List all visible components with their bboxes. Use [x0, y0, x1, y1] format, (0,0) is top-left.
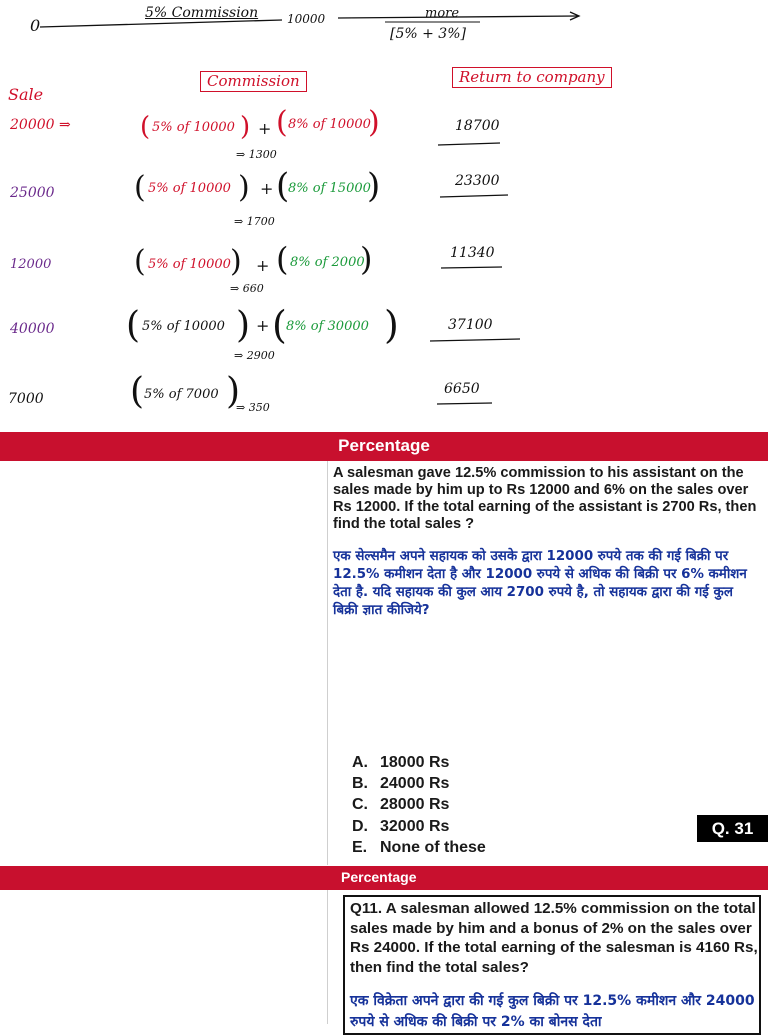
commission-first-part: 5% of 10000 — [148, 257, 231, 272]
handwritten-notes — [0, 0, 768, 432]
open-paren: ( — [134, 244, 146, 279]
option-c[interactable] — [352, 794, 486, 815]
return-column-header: Return to company — [452, 67, 612, 88]
more-rate: [5% + 3%] — [390, 26, 466, 42]
close-paren: ) — [236, 305, 251, 346]
close-paren: ) — [230, 244, 242, 279]
commission-result: ⇒ 350 — [236, 401, 270, 414]
sale-value: 40000 — [10, 321, 55, 337]
open-paren: ( — [276, 240, 289, 278]
close-paren: ) — [238, 170, 250, 205]
commission-column-header: Commission — [200, 71, 307, 92]
option-a[interactable] — [352, 752, 486, 773]
return-value: 6650 — [444, 381, 480, 397]
option-b[interactable] — [352, 773, 486, 794]
commission-result: ⇒ 1300 — [236, 148, 277, 161]
commission-second-part: 8% of 30000 — [286, 319, 369, 334]
commission-result: ⇒ 660 — [230, 282, 264, 295]
option-text: 18000 Rs — [380, 754, 450, 771]
slide-title: Percentage — [338, 436, 430, 455]
question-english: A salesman gave 12.5% commission to his assistant on the sales made by him up to Rs 12000 and 6% on the sales over Rs 12000. If the total earning of the assistant is 2700 Rs, then find the total sales ? — [333, 465, 757, 532]
line-start: 0 — [30, 16, 41, 35]
option-letter: E. — [352, 838, 368, 856]
option-text: 28000 Rs — [380, 796, 450, 814]
option-letter: A. — [352, 754, 368, 771]
plus-sign: + — [256, 316, 270, 335]
close-paren: ) — [367, 166, 381, 206]
option-d[interactable] — [352, 816, 486, 837]
option-letter: B. — [352, 775, 368, 793]
slide-header-bar — [0, 432, 768, 461]
open-paren: ( — [140, 112, 151, 142]
commission-label: 5% Commission — [145, 5, 259, 21]
commission-result: ⇒ 1700 — [234, 215, 275, 228]
close-paren: ) — [384, 303, 399, 347]
divider-line — [327, 461, 328, 865]
commission-second-part: 8% of 2000 — [290, 255, 365, 270]
commission-first-part: 5% of 7000 — [144, 387, 219, 402]
question-hindi: एक सेल्समैन अपने सहायक को उसके द्वारा 12000 रुपये तक की गई बिक्री पर 12.5% कमीशन देता है और 12000 रुपये से अधिक की बिक्री पर 6% कमीशन देता है. यदि सहायक की कुल आय 2700 रुपये है, तो सहायक द्वारा की गई कुल बिक्री ज्ञात कीजिये? — [333, 549, 747, 618]
option-letter: D. — [352, 817, 368, 835]
question-hindi: एक विक्रेता अपने द्वारा की गई कुल बिक्री पर 12.5% कमीशन और 24000 रुपये से अधिक की बिक्री पर 2% का बोनस देता — [350, 993, 755, 1030]
open-paren: ( — [276, 105, 288, 140]
notes-lines — [0, 0, 768, 432]
commission-first-part: 5% of 10000 — [148, 181, 231, 196]
commission-second-part: 8% of 10000 — [288, 117, 371, 132]
question-english: Q11. A salesman allowed 12.5% commission on the total sales made by him and a bonus of 2% on the sales over Rs 24000. If the total earning of the salesman is 4160 Rs, then find the total sales? — [350, 900, 758, 976]
option-e[interactable] — [352, 837, 486, 858]
return-value: 11340 — [450, 245, 495, 261]
plus-sign: + — [258, 119, 272, 138]
open-paren: ( — [126, 305, 141, 346]
close-paren: ) — [240, 112, 251, 142]
open-paren: ( — [272, 303, 287, 347]
open-paren: ( — [276, 166, 290, 206]
sale-column-header: Sale — [8, 85, 44, 104]
commission-result: ⇒ 2900 — [234, 349, 275, 362]
option-text: 24000 Rs — [380, 775, 450, 793]
open-paren: ( — [130, 371, 145, 412]
return-value: 23300 — [455, 173, 500, 189]
answer-options — [352, 752, 486, 858]
option-text: None of these — [380, 838, 486, 856]
commission-first-part: 5% of 10000 — [142, 319, 225, 334]
close-paren: ) — [360, 240, 373, 278]
option-letter: C. — [352, 796, 368, 814]
divider-line — [327, 890, 328, 1024]
sale-value: 12000 — [10, 257, 52, 272]
return-value: 18700 — [455, 118, 500, 134]
commission-second-part: 8% of 15000 — [288, 181, 371, 196]
sale-value: 20000 ⇒ — [10, 117, 71, 133]
question-number-badge: Q. 31 — [697, 815, 768, 842]
slide-header-bar — [0, 866, 768, 890]
threshold-value: 10000 — [287, 12, 326, 26]
close-paren: ) — [368, 105, 380, 140]
plus-sign: + — [260, 179, 274, 198]
option-text: 32000 Rs — [380, 817, 450, 835]
sale-value: 7000 — [8, 391, 44, 407]
slide-title: Percentage — [341, 869, 417, 885]
open-paren: ( — [134, 170, 146, 205]
commission-first-part: 5% of 10000 — [152, 120, 235, 135]
more-label: more — [425, 6, 460, 21]
sale-value: 25000 — [10, 185, 55, 201]
question-box — [343, 895, 761, 1035]
plus-sign: + — [256, 256, 270, 275]
close-paren: ) — [226, 371, 241, 412]
return-value: 37100 — [448, 317, 493, 333]
